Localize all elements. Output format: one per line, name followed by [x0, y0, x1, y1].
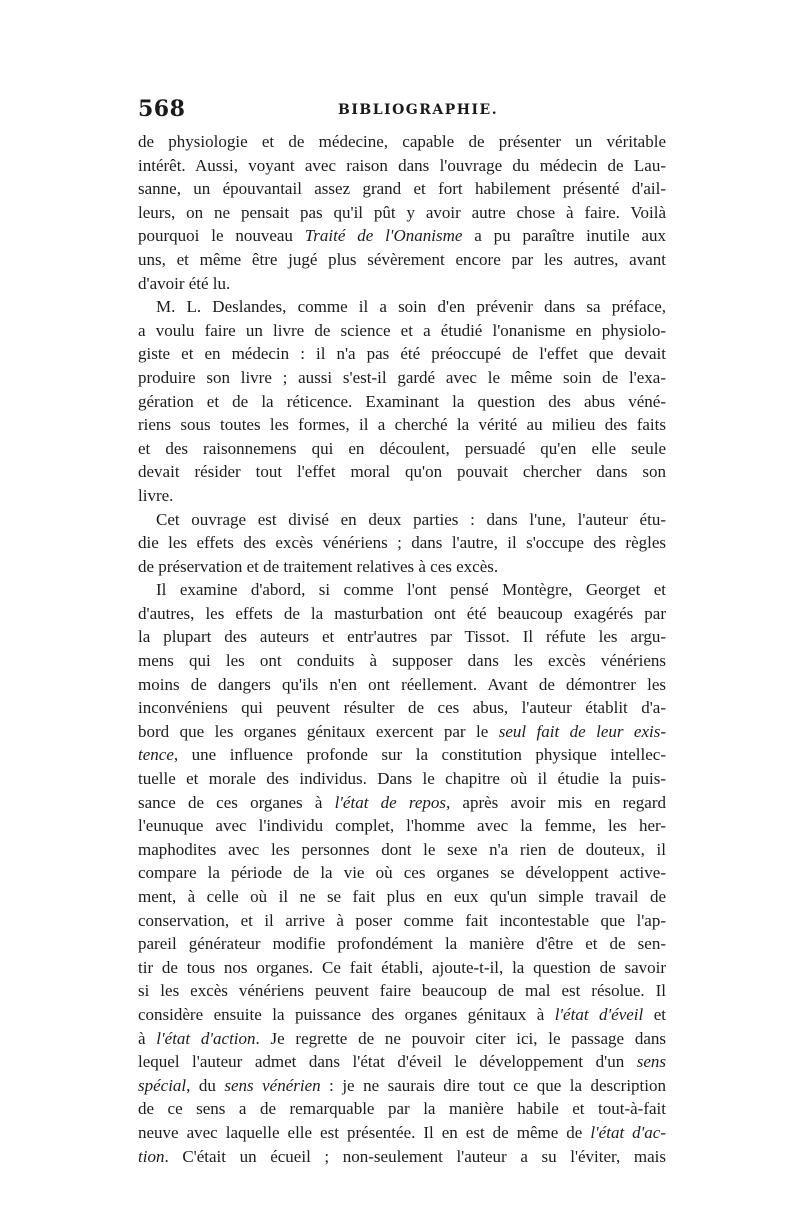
- text-line: d'avoir été lu.: [138, 273, 231, 293]
- text-line: et des raisonnemens qui en découlent, persuadé qu'en elle seule: [138, 438, 666, 458]
- italic-segment: tence: [138, 745, 174, 765]
- text-line: gération et de la réticence. Examinant la question des abus véné-: [138, 391, 666, 411]
- page-header: [138, 96, 668, 126]
- text-segment: . Je regrette de ne pouvoir citer ici, le passage dans: [255, 1028, 666, 1048]
- page-number: 568: [138, 96, 186, 122]
- text-line: pareil générateur modifie profondément la manière d'être et de sen-: [138, 934, 666, 954]
- text-segment: : je ne saurais dire tout ce que la description: [320, 1075, 666, 1095]
- text-line: moins de dangers qu'ils n'en ont réellement. Avant de démontrer les: [138, 674, 666, 694]
- body-text: [138, 130, 666, 1168]
- text-line: produire son livre ; aussi s'est-il gardé avec le même soin de l'exa-: [138, 367, 666, 387]
- text-line: Cet ouvrage est divisé en deux parties : dans l'une, l'auteur étu-: [156, 509, 666, 529]
- text-line: [138, 743, 666, 767]
- text-line: Il examine d'abord, si comme l'ont pensé Montègre, Georget et: [156, 580, 666, 600]
- running-head: BIBLIOGRAPHIE.: [338, 102, 499, 118]
- text-segment: bord que les organes génitaux exercent par le: [138, 721, 499, 741]
- text-line: l'eunuque avec l'individu complet, l'homme avec la femme, les her-: [138, 816, 666, 836]
- italic-segment: sens: [636, 1052, 666, 1072]
- text-line: livre.: [138, 485, 174, 505]
- text-line: devait résider tout l'effet moral qu'on pouvait chercher dans son: [138, 462, 666, 482]
- text-line: de physiologie et de médecine, capable de présenter un véritable: [138, 132, 666, 151]
- text-line: [138, 1121, 666, 1145]
- text-segment: , du: [186, 1075, 225, 1095]
- text-line: [138, 1050, 666, 1074]
- text-line: de ce sens a de remarquable par la manière habile et tout-à-fait: [138, 1099, 666, 1119]
- text-segment: sance de ces organes à: [138, 792, 335, 812]
- text-line: [138, 1074, 666, 1098]
- italic-segment: tion: [138, 1146, 165, 1166]
- text-segment: à: [138, 1028, 157, 1048]
- text-line: ment, à celle où il ne se fait plus en eux qu'un simple travail de: [138, 887, 666, 906]
- text-segment: , après avoir mis en regard: [445, 792, 666, 812]
- text-line: uns, et même être jugé plus sévèrement encore par les autres, avant: [138, 249, 666, 269]
- text-line: inconvéniens qui peuvent résulter de ces abus, l'auteur établit d'a-: [138, 698, 666, 718]
- text-line: mens qui les ont conduits à supposer dans les excès vénériens: [138, 651, 666, 671]
- italic-segment: l'état d'éveil: [554, 1004, 644, 1024]
- text-line: tir de tous nos organes. Ce fait établi, ajoute-t-il, la question de savoir: [138, 957, 666, 977]
- text-line: M. L. Deslandes, comme il a soin d'en prévenir dans sa préface,: [156, 297, 666, 317]
- text-segment: . C'était un écueil ; non-seulement l'auteur a su l'éviter, mais: [164, 1146, 666, 1166]
- text-line: leurs, on ne pensait pas qu'il pût y avoir autre chose à faire. Voilà: [138, 202, 666, 222]
- text-line: a voulu faire un livre de science et a étudié l'onanisme en physiolo-: [138, 320, 666, 340]
- italic-segment: l'état d'ac-: [590, 1122, 666, 1142]
- text-line: d'autres, les effets de la masturbation ont été beaucoup exagérés par: [138, 603, 666, 623]
- italic-segment: Traité de l'Onanisme: [304, 226, 463, 246]
- text-line: [138, 1003, 666, 1027]
- text-line: maphodites avec les personnes dont le sexe n'a rien de douteux, il: [138, 839, 666, 859]
- text-segment: considère ensuite la puissance des organes génitaux à: [138, 1004, 555, 1024]
- text-segment: neuve avec laquelle elle est présentée. Il en est de même de: [138, 1122, 591, 1142]
- text-line: [138, 1145, 666, 1169]
- text-line: tuelle et morale des individus. Dans le chapitre où il étudie la puis-: [138, 769, 666, 789]
- text-segment: a pu paraître inutile aux: [462, 226, 666, 246]
- text-line: de préservation et de traitement relatives à ces excès.: [138, 556, 499, 576]
- text-line: riens sous toutes les formes, il a cherché la vérité au milieu des faits: [138, 415, 666, 435]
- text-segment: pourquoi le nouveau: [138, 226, 305, 246]
- text-line: compare la période de la vie où ces organes se développent active-: [138, 863, 666, 883]
- text-segment: lequel l'auteur admet dans l'état d'éveil le développement d'un: [138, 1052, 637, 1072]
- text-line: [138, 1027, 666, 1051]
- text-line: intérêt. Aussi, voyant avec raison dans l'ouvrage du médecin de Lau-: [138, 155, 666, 175]
- text-segment: et: [643, 1004, 666, 1024]
- italic-segment: sens vénérien: [224, 1075, 321, 1095]
- text-segment: , une influence profonde sur la constitution physique intellec-: [173, 745, 666, 765]
- text-line: die les effets des excès vénériens ; dans l'autre, il s'occupe des règles: [138, 533, 666, 553]
- italic-segment: spécial: [138, 1075, 187, 1095]
- italic-segment: l'état d'action: [156, 1028, 256, 1048]
- text-line: la plupart des auteurs et entr'autres par Tissot. Il réfute les argu-: [138, 627, 666, 647]
- text-line: conservation, et il arrive à poser comme fait incontestable que l'ap-: [138, 910, 666, 930]
- text-line: [138, 720, 666, 744]
- text-line: [138, 224, 666, 248]
- text-line: [138, 791, 666, 815]
- text-line: giste et en médecin : il n'a pas été préoccupé de l'effet que devait: [138, 344, 666, 364]
- text-line: sanne, un épouvantail assez grand et fort habilement présenté d'ail-: [138, 179, 666, 199]
- italic-segment: seul fait de leur exis-: [498, 721, 666, 741]
- italic-segment: l'état de repos: [334, 792, 446, 812]
- text-line: si les excès vénériens peuvent faire beaucoup de mal est résolue. Il: [138, 981, 666, 1001]
